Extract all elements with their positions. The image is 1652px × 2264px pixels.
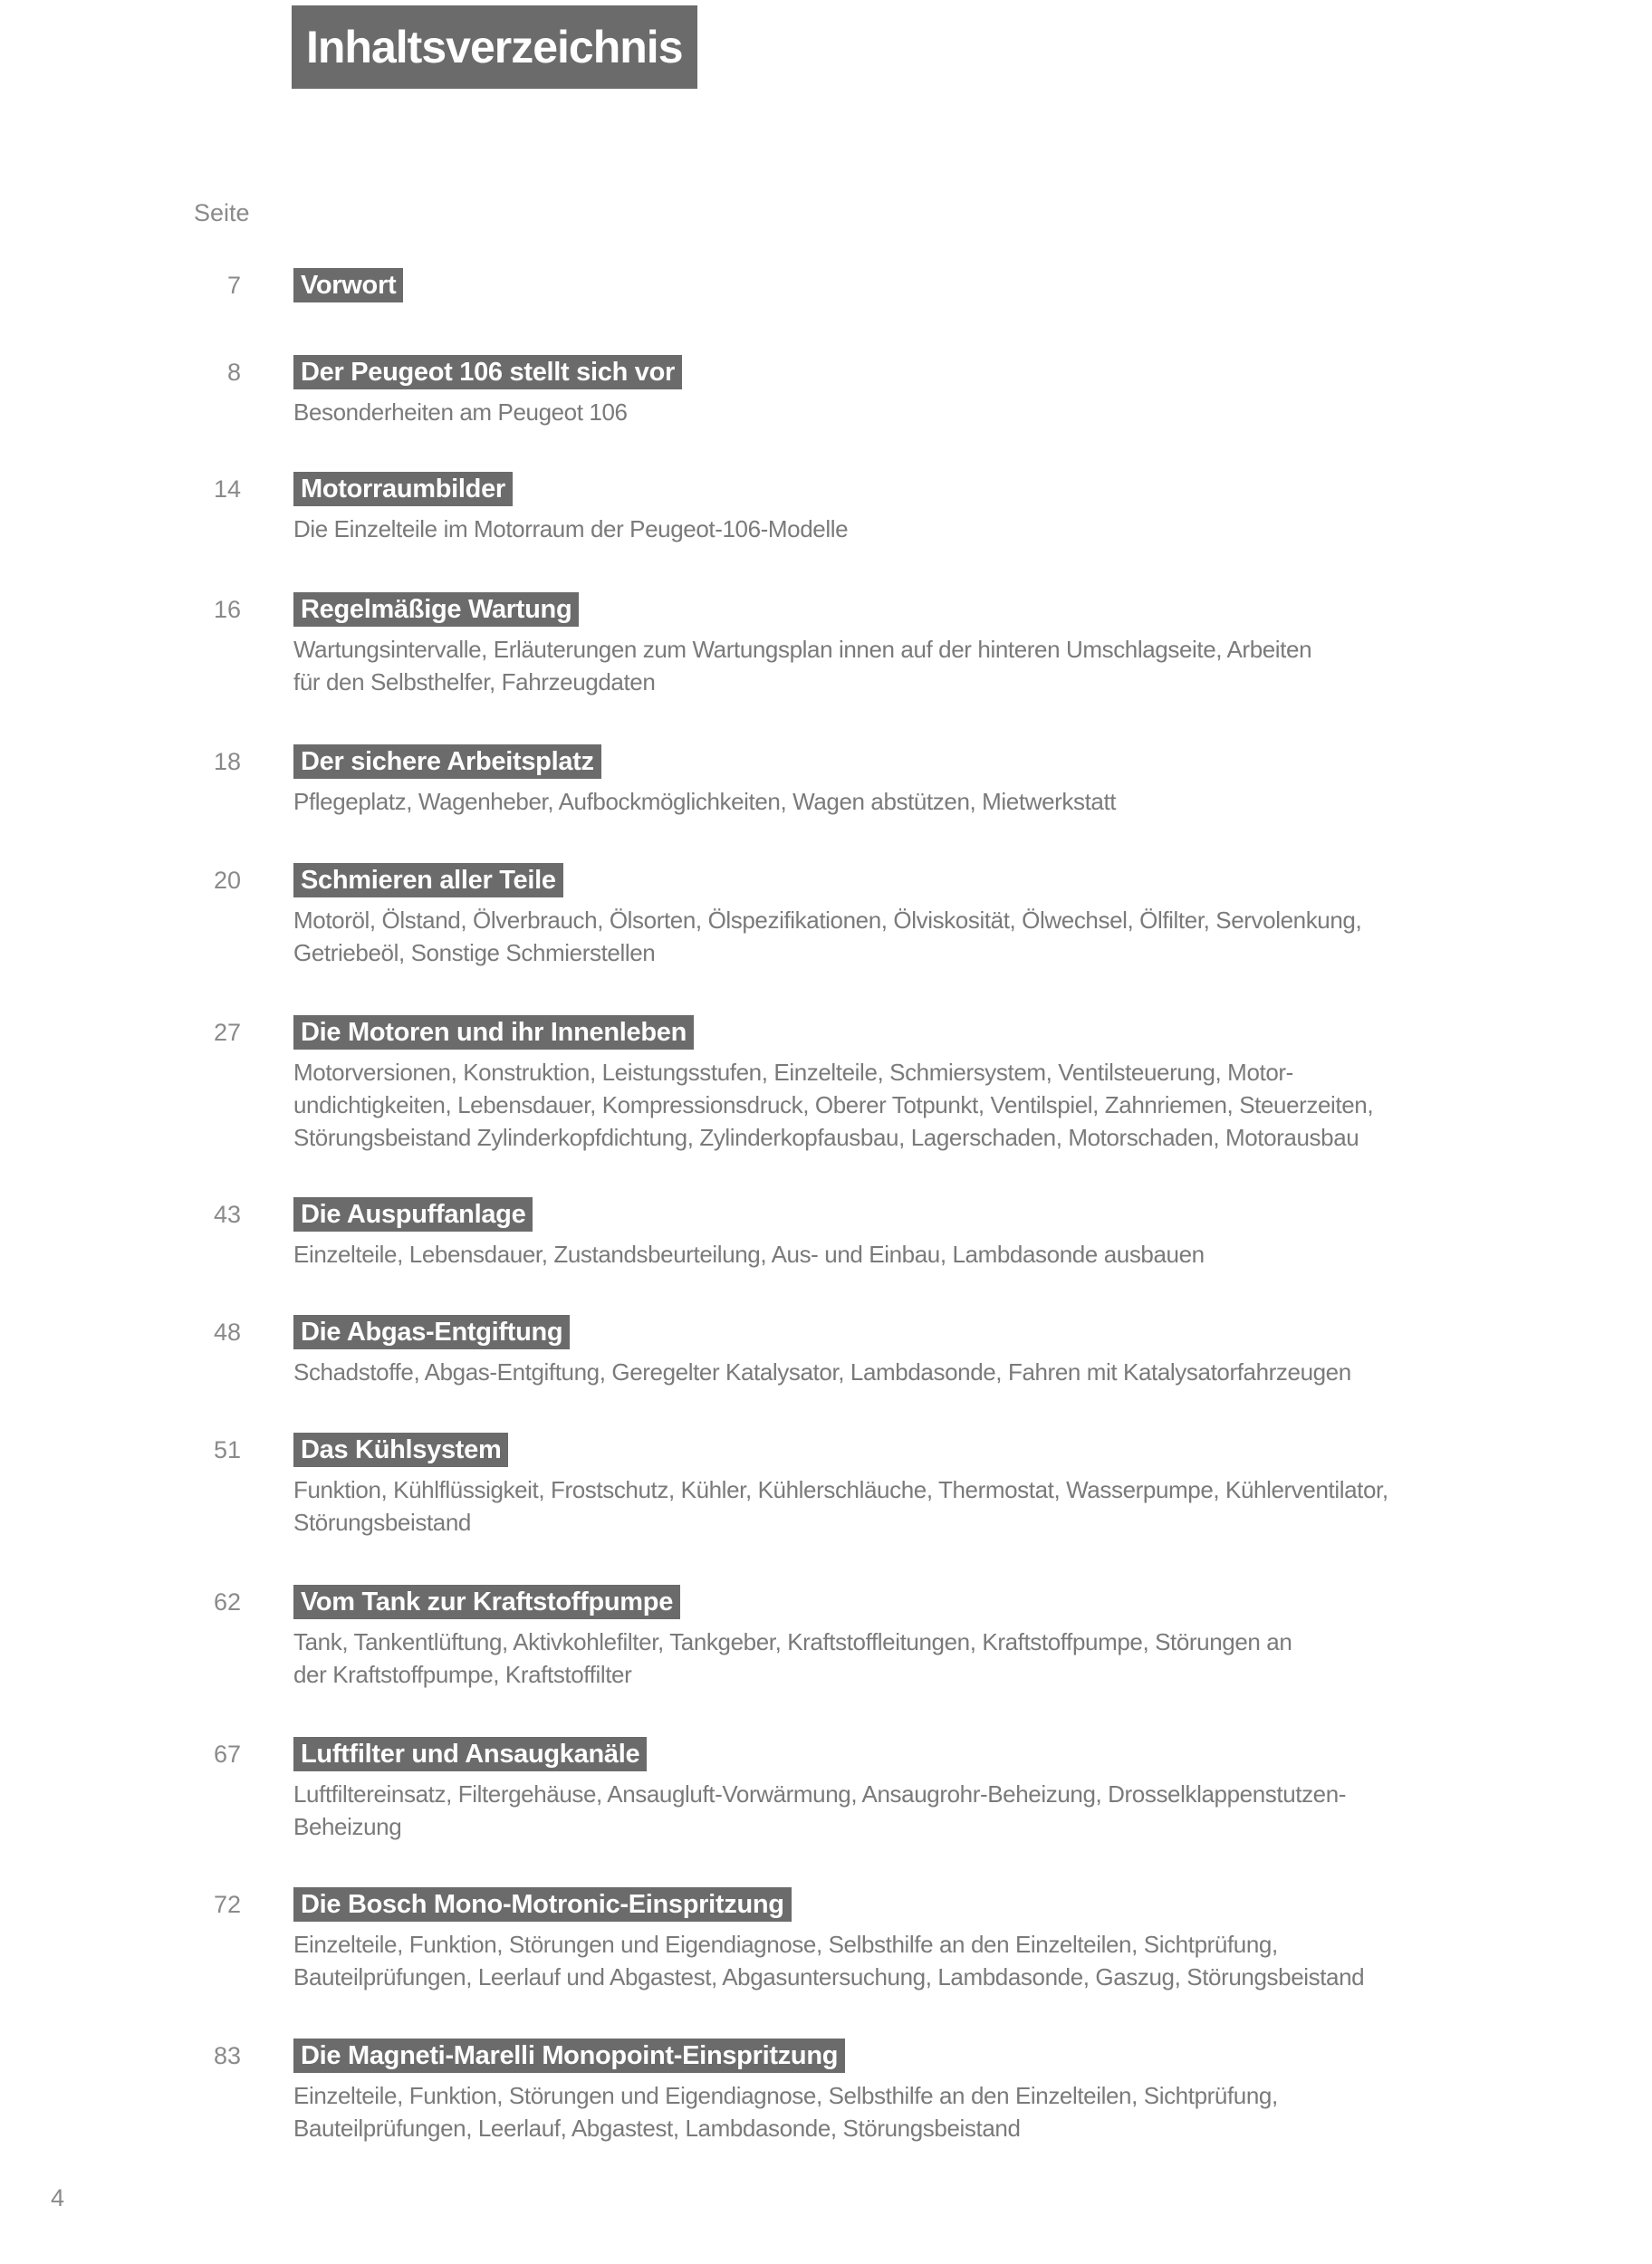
toc-heading: Luftfilter und Ansaugkanäle	[293, 1737, 647, 1771]
toc-heading: Vom Tank zur Kraftstoffpumpe	[293, 1585, 680, 1619]
toc-description	[293, 785, 1116, 818]
toc-description-line: Funktion, Kühlflüssigkeit, Frostschutz, Kühler, Kühlerschläuche, Thermostat, Wasserpumpe, Kühlerventilator,	[293, 1476, 1388, 1503]
toc-description	[293, 1356, 1351, 1388]
toc-description-line: Einzelteile, Lebensdauer, Zustandsbeurteilung, Aus- und Einbau, Lambdasonde ausbauen	[293, 1241, 1205, 1268]
toc-heading: Vorwort	[293, 268, 403, 302]
toc-description-line: Wartungsintervalle, Erläuterungen zum Wartungsplan innen auf der hinteren Umschlagseite, Arbeiten	[293, 636, 1312, 663]
toc-description-line: undichtigkeiten, Lebensdauer, Kompressionsdruck, Oberer Totpunkt, Ventilspiel, Zahnriemen, Steuerzeiten,	[293, 1091, 1374, 1118]
page-column-label: Seite	[194, 199, 250, 226]
toc-description-line: Beheizung	[293, 1813, 402, 1840]
toc-description	[293, 1778, 1346, 1843]
toc-description	[293, 1056, 1373, 1154]
toc-description-line: Tank, Tankentlüftung, Aktivkohlefilter, Tankgeber, Kraftstoffleitungen, Kraftstoffpumpe, Störungen an	[293, 1628, 1292, 1655]
toc-description-line: Bauteilprüfungen, Leerlauf, Abgastest, Lambdasonde, Störungsbeistand	[293, 2115, 1021, 2142]
toc-description-line: Einzelteile, Funktion, Störungen und Eigendiagnose, Selbsthilfe an den Einzelteilen, Sichtprüfung,	[293, 1931, 1278, 1958]
toc-description	[293, 1928, 1364, 1993]
toc-description	[293, 2079, 1278, 2144]
toc-description-line: der Kraftstoffpumpe, Kraftstoffilter	[293, 1661, 632, 1688]
toc-page-number: 18	[213, 748, 241, 775]
toc-heading: Die Bosch Mono-Motronic-Einspritzung	[293, 1887, 792, 1922]
toc-description-line: Motorversionen, Konstruktion, Leistungsstufen, Einzelteile, Schmiersystem, Ventilsteuerung, Motor-	[293, 1059, 1293, 1086]
toc-description	[293, 1626, 1292, 1691]
toc-heading: Die Motoren und ihr Innenleben	[293, 1015, 694, 1050]
toc-page-number: 14	[213, 475, 241, 503]
toc-description	[293, 633, 1311, 698]
toc-page-number: 8	[226, 359, 241, 386]
toc-page-number: 83	[213, 2042, 241, 2069]
toc-heading: Die Abgas-Entgiftung	[293, 1315, 570, 1349]
toc-page-number: 48	[213, 1319, 241, 1346]
toc-heading: Der sichere Arbeitsplatz	[293, 744, 601, 779]
page-title: Inhaltsverzeichnis	[292, 5, 697, 89]
toc-heading: Motorraumbilder	[293, 472, 513, 506]
toc-heading: Die Magneti-Marelli Monopoint-Einspritzung	[293, 2039, 845, 2073]
toc-heading: Der Peugeot 106 stellt sich vor	[293, 355, 682, 389]
toc-description-line: für den Selbsthelfer, Fahrzeugdaten	[293, 668, 656, 696]
toc-page-number: 20	[213, 867, 241, 894]
toc-page-number: 7	[226, 272, 241, 299]
toc-description	[293, 904, 1361, 969]
toc-description-line: Motoröl, Ölstand, Ölverbrauch, Ölsorten, Ölspezifikationen, Ölviskosität, Ölwechsel, Ölfilter, Servolenkung,	[293, 907, 1362, 934]
toc-page-number: 72	[213, 1891, 241, 1918]
toc-description-line: Pflegeplatz, Wagenheber, Aufbockmöglichkeiten, Wagen abstützen, Mietwerkstatt	[293, 788, 1117, 815]
toc-page-number: 27	[213, 1019, 241, 1046]
toc-description-line: Störungsbeistand	[293, 1509, 471, 1536]
toc-page-number: 43	[213, 1201, 241, 1228]
toc-page-number: 16	[213, 596, 241, 623]
toc-description	[293, 1238, 1205, 1271]
toc-heading: Regelmäßige Wartung	[293, 592, 579, 627]
page-number: 4	[51, 2184, 65, 2211]
toc-description-line: Einzelteile, Funktion, Störungen und Eigendiagnose, Selbsthilfe an den Einzelteilen, Sichtprüfung,	[293, 2082, 1278, 2109]
toc-page-number: 51	[213, 1436, 241, 1463]
toc-description	[293, 1473, 1388, 1539]
toc-description-line: Besonderheiten am Peugeot 106	[293, 398, 628, 426]
toc-page-number: 62	[213, 1588, 241, 1616]
toc-description-line: Die Einzelteile im Motorraum der Peugeot-106-Modelle	[293, 515, 849, 542]
toc-description-line: Getriebeöl, Sonstige Schmierstellen	[293, 939, 656, 966]
toc-description	[293, 513, 848, 545]
toc-page-number: 67	[213, 1741, 241, 1768]
toc-description-line: Schadstoffe, Abgas-Entgiftung, Geregelter Katalysator, Lambdasonde, Fahren mit Katalysatorfahrzeugen	[293, 1358, 1351, 1386]
toc-description-line: Bauteilprüfungen, Leerlauf und Abgastest, Abgasuntersuchung, Lambdasonde, Gaszug, Störungsbeistand	[293, 1963, 1365, 1991]
toc-heading: Die Auspuffanlage	[293, 1197, 533, 1232]
toc-description	[293, 396, 628, 428]
toc-description-line: Luftfiltereinsatz, Filtergehäuse, Ansaugluft-Vorwärmung, Ansaugrohr-Beheizung, Drosselklappenstutzen-	[293, 1780, 1347, 1808]
toc-heading: Das Kühlsystem	[293, 1433, 508, 1467]
toc-description-line: Störungsbeistand Zylinderkopfdichtung, Zylinderkopfausbau, Lagerschaden, Motorschaden, Motorausbau	[293, 1124, 1359, 1151]
toc-heading: Schmieren aller Teile	[293, 863, 563, 897]
